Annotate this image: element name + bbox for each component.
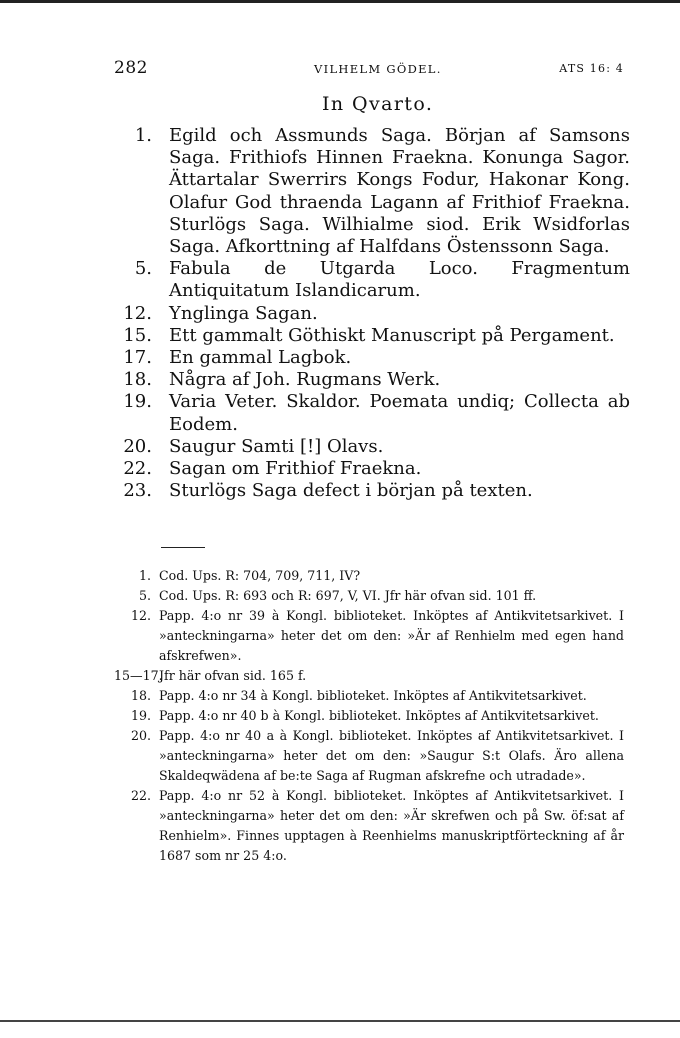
running-header	[114, 58, 624, 80]
entry-number: 5.	[134, 258, 152, 280]
footnote	[100, 606, 624, 666]
footnote	[100, 566, 624, 586]
footnote-text: Papp. 4:o nr 40 b à Kongl. biblioteket. Inköptes af Antikvitetsarkivet.	[159, 708, 599, 723]
footnote-text: Papp. 4:o nr 40 a à Kongl. biblioteket. Inköptes af Antikvitetsarkivet. I »anteckningarna» heter det om den: »Saugur S:t Olafs. Äro allena Skaldeqwädena af be:te Saga af Rugman afskrefne och utradade».	[159, 728, 624, 783]
entry-number: 22.	[123, 458, 152, 480]
catalogue-entry	[100, 258, 630, 302]
catalogue-entry	[100, 391, 630, 435]
entry-text: En gammal Lagbok.	[169, 347, 352, 369]
entry-text: Några af Joh. Rugmans Werk.	[169, 369, 441, 391]
catalogue-entry	[100, 369, 630, 391]
catalogue-entry	[100, 325, 630, 347]
footnote-number: 12.	[130, 608, 151, 623]
catalogue-entry	[100, 303, 630, 325]
footnote-number: 22.	[130, 788, 151, 803]
entry-text: Egild och Assmunds Saga. Början af Samsons Saga. Frithiofs Hinnen Fraekna. Konunga Sagor. Ättartalar Swerrirs Kongs Fodur, Hakonar Kong. Olafur God thraenda Lagann af Frithiof Fraekna. Sturlögs Saga. Wilhialme siod. Erik Wsidforlas Saga. Afkorttning af Halfdans Östenssonn Saga.	[169, 125, 630, 258]
entry-number: 15.	[123, 324, 152, 346]
page-top-edge	[0, 0, 680, 3]
footnote-text: Papp. 4:o nr 52 à Kongl. biblioteket. Inköptes af Antikvitetsarkivet. I »anteckningarna» heter det om den: »Är skrefwen och på Sw. öf:sat af Renhielm». Finnes upptagen à Reenhielms manuskriptförteckning af år 1687 som nr 25 4:o.	[159, 788, 624, 863]
footnote-number: 1.	[138, 568, 151, 583]
footnote-number: 19.	[130, 708, 151, 723]
entry-text: Ynglinga Sagan.	[169, 302, 318, 324]
footnote-number: 18.	[130, 688, 151, 703]
entry-number: 18.	[123, 369, 152, 391]
footnote	[100, 586, 624, 606]
footnote	[100, 726, 624, 786]
section-heading: In Qvarto.	[322, 93, 434, 115]
catalogue-entry	[100, 347, 630, 369]
footnote-number: 15—17.	[114, 668, 163, 683]
footnotes	[100, 566, 624, 866]
catalogue-entry	[100, 125, 630, 258]
entry-text: Sturlögs Saga defect i början på texten.	[169, 480, 533, 502]
catalogue-list	[100, 125, 630, 502]
catalogue-entry	[100, 458, 630, 480]
entry-number: 17.	[123, 347, 152, 369]
running-reference: ATS 16: 4	[559, 62, 624, 75]
footnote	[100, 706, 624, 726]
catalogue-entry	[100, 480, 630, 502]
page-number: 282	[114, 58, 148, 78]
entry-number: 23.	[123, 480, 152, 502]
footnote-text: Cod. Ups. R: 704, 709, 711, IV?	[159, 568, 361, 583]
entry-number: 20.	[123, 435, 152, 457]
footnote-text: Cod. Ups. R: 693 och R: 697, V, VI. Jfr här ofvan sid. 101 ff.	[159, 588, 537, 603]
entry-text: Sagan om Frithiof Fraekna.	[169, 458, 422, 480]
footnote-number: 20.	[130, 728, 151, 743]
entry-text: Fabula de Utgarda Loco. Fragmentum Antiquitatum Islandicarum.	[169, 258, 630, 302]
footnote	[100, 786, 624, 866]
footnote-separator	[161, 547, 205, 548]
running-title: VILHELM GÖDEL.	[314, 62, 442, 76]
footnote-text: Papp. 4:o nr 39 à Kongl. biblioteket. Inköptes af Antikvitetsarkivet. I »anteckningarna» heter det om den: »Är af Renhielm med egen hand afskrefwen».	[159, 608, 624, 663]
entry-number: 1.	[134, 125, 152, 146]
entry-number: 19.	[123, 391, 152, 413]
footnote	[100, 666, 624, 686]
footnote-number: 5.	[138, 588, 151, 603]
catalogue-entry	[100, 436, 630, 458]
entry-text: Saugur Samti [!] Olavs.	[169, 435, 384, 457]
entry-number: 12.	[123, 302, 152, 324]
entry-text: Ett gammalt Göthiskt Manuscript på Pergament.	[169, 324, 615, 346]
entry-text: Varia Veter. Skaldor. Poemata undiq; Collecta ab Eodem.	[169, 391, 630, 435]
footnote-text: Jfr här ofvan sid. 165 f.	[159, 668, 307, 683]
footnote	[100, 686, 624, 706]
footnote-text: Papp. 4:o nr 34 à Kongl. biblioteket. Inköptes af Antikvitetsarkivet.	[159, 688, 587, 703]
page-bottom-edge	[0, 1020, 680, 1022]
